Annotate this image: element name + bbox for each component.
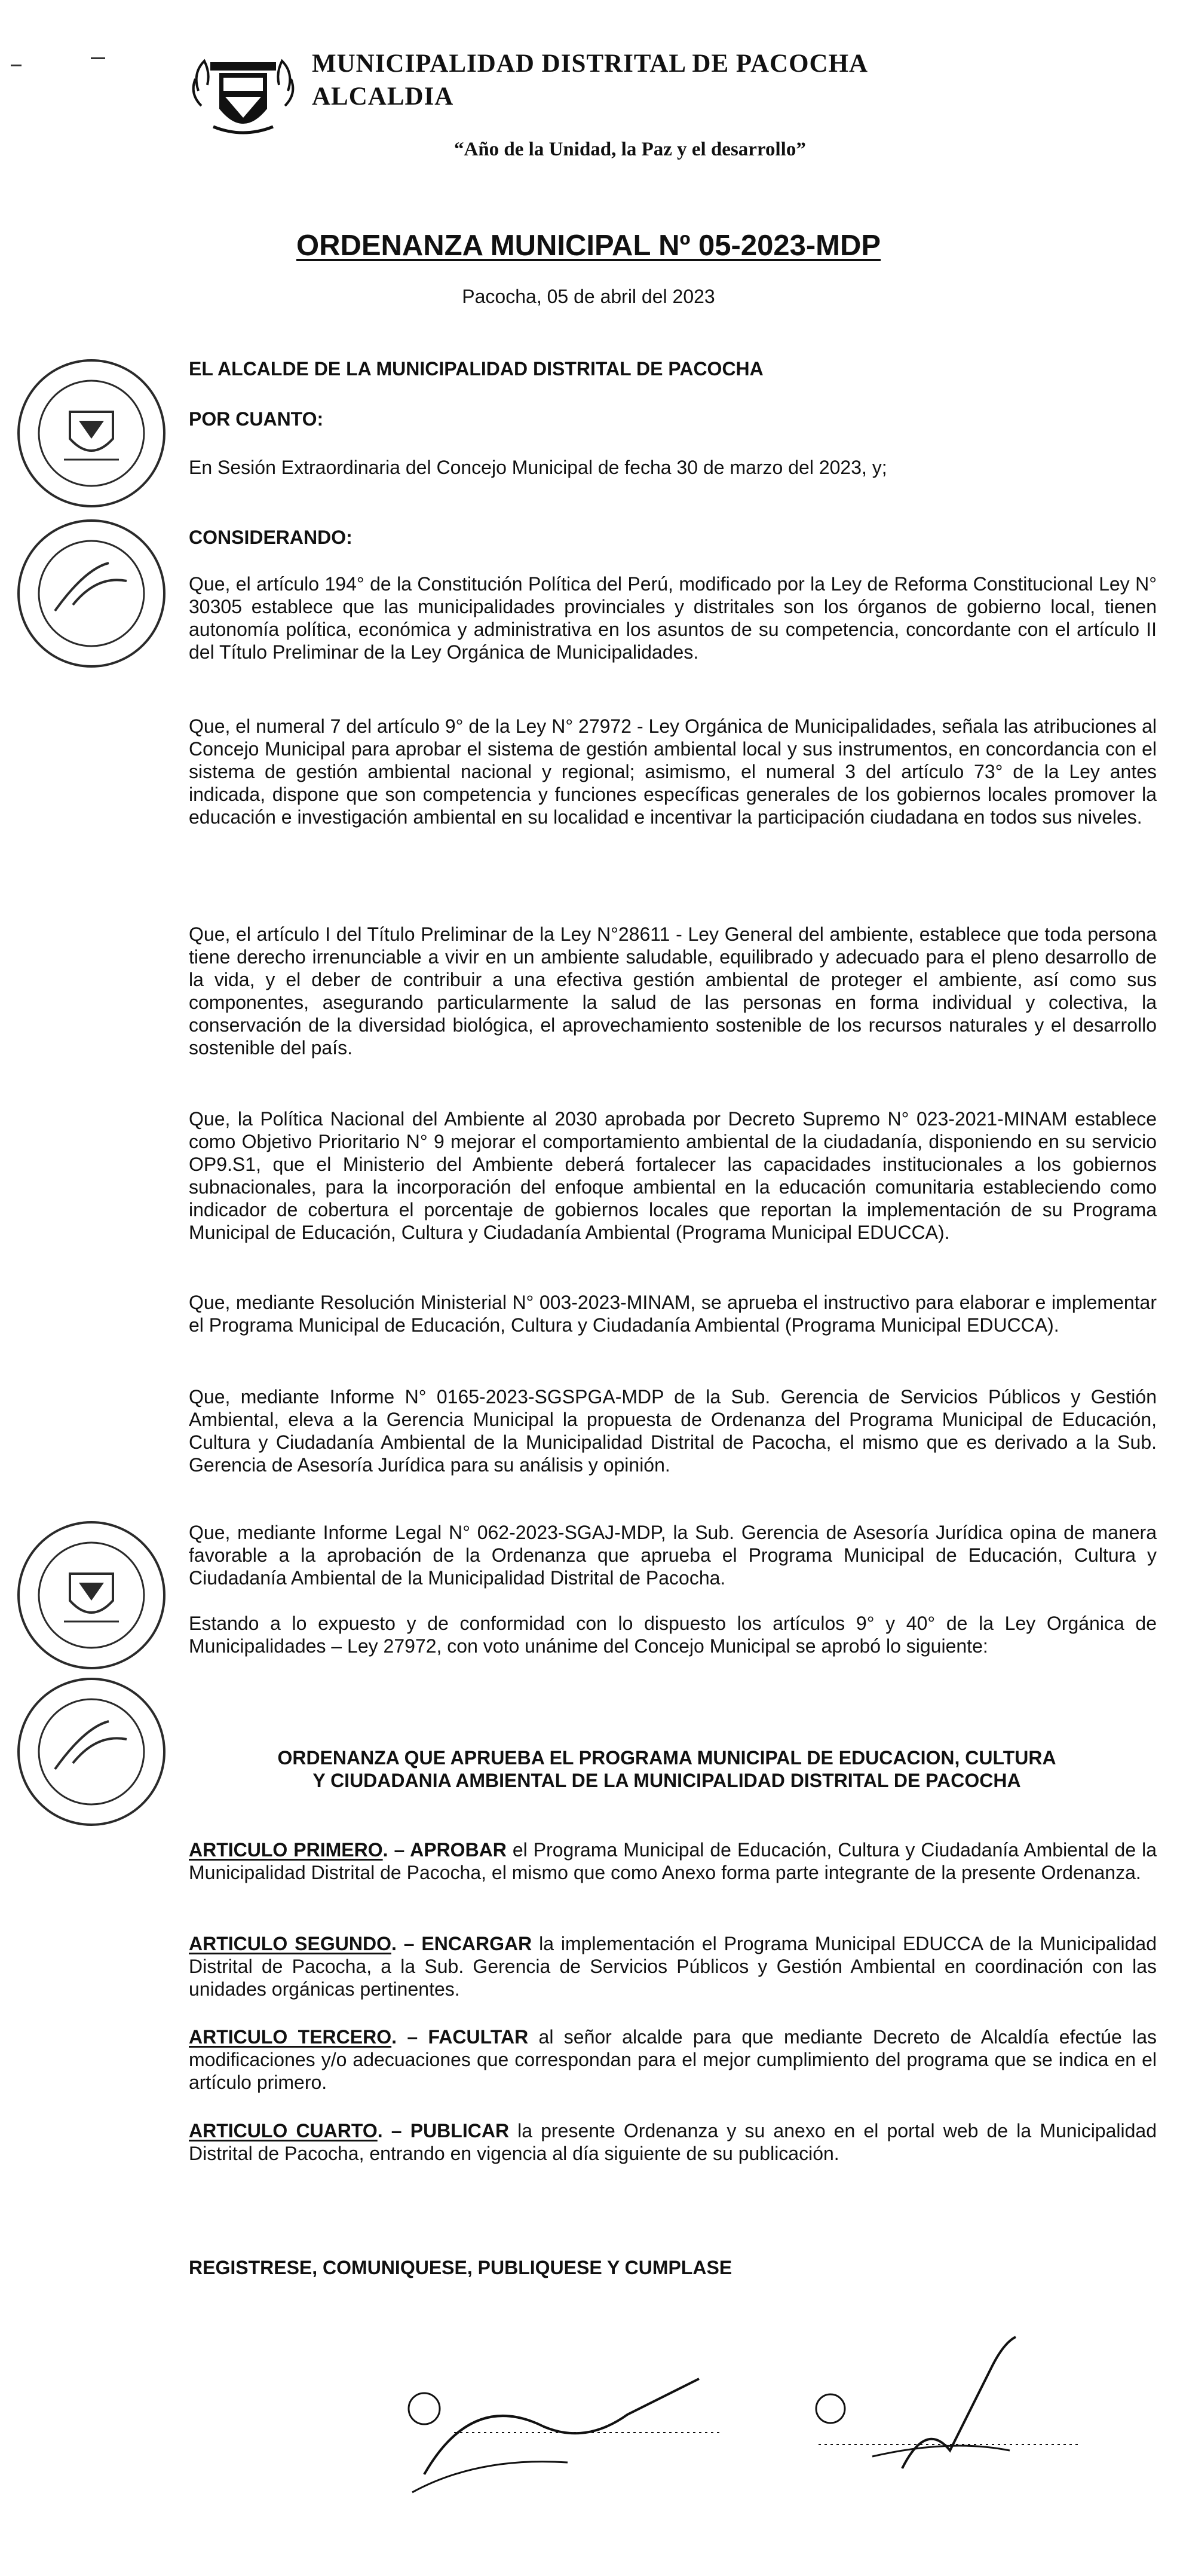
alcaldia-seal-icon — [13, 355, 170, 512]
article-third — [189, 2026, 1157, 2094]
considerando-paragraph: Que, el artículo I del Título Preliminar de la Ley N°28611 - Ley General del ambiente, establece que toda persona tiene derecho irrenunciable a vivir en un ambiente saludable, equilibrado y adecuado para el pleno desarrollo de la vida, y el deber de contribuir a una efectiva gestión ambiental de proteger el ambiente, así como sus componentes, asegurando particularmente la salud de las personas en forma individual y colectiva, la conservación de la diversidad biológica, el aprovechamiento sostenible de los recursos naturales y el desarrollo sostenible del país. — [189, 923, 1157, 1058]
article-second — [189, 1932, 1157, 2000]
article-label: ARTICULO SEGUNDO — [189, 1933, 391, 1954]
signature-alcalde-icon — [795, 2331, 1129, 2522]
institution-name: MUNICIPALIDAD DISTRITAL DE PACOCHA — [312, 50, 869, 78]
scan-mark — [11, 65, 22, 66]
article-separator: . – — [377, 2120, 410, 2141]
considerando-heading: CONSIDERANDO: — [189, 527, 353, 548]
session-line: En Sesión Extraordinaria del Concejo Municipal de fecha 30 de marzo del 2023, y; — [189, 457, 887, 478]
article-separator: . – — [382, 1839, 410, 1861]
article-text: el Programa Municipal de Educación, Cultura y Ciudadanía Ambiental de la Municipalidad Distrital de Pacocha, el mismo que como Anexo forma parte integrante de la presente Ordenanza. — [189, 1839, 1157, 1883]
article-verb: ENCARGAR — [421, 1933, 532, 1954]
considerando-paragraph: Que, el numeral 7 del artículo 9° de la Ley N° 27972 - Ley Orgánica de Municipalidades, señala las atribuciones al Concejo Municipal para aprobar el sistema de gestión ambiental local y sus instrumentos, en concordancia con el sistema de gestión ambiental nacional y regional; asimismo, el numeral 3 del artículo 73° de la Ley antes indicada, dispone que son competencia y funciones específicas generales de los gobiernos locales promover la educación e investigación ambiental en su localidad e incentivar la participación ciudadana en todos sus niveles. — [189, 715, 1157, 828]
alcaldia-seal-icon — [13, 1517, 170, 1674]
document-title — [0, 229, 1177, 262]
secretaria-seal-icon — [13, 1674, 170, 1830]
article-verb: APROBAR — [410, 1839, 507, 1861]
article-text: al señor alcalde para que mediante Decreto de Alcaldía efectúe las modificaciones y/o adecuaciones que correspondan para el mejor cumplimiento del programa que se indica en el artículo primero. — [189, 2026, 1157, 2093]
article-verb: FACULTAR — [428, 2026, 529, 2048]
considerando-paragraph: Que, mediante Resolución Ministerial N° 003-2023-MINAM, se aprueba el instructivo para elaborar e implementar el Programa Municipal de Educación, Cultura y Ciudadanía Ambiental (Programa Municipal EDUCCA). — [189, 1292, 1157, 1336]
office-name: ALCALDIA — [312, 82, 454, 111]
signature-secretaria-icon — [388, 2343, 759, 2522]
por-cuanto-heading: POR CUANTO: — [189, 408, 324, 430]
considerando-paragraph: Estando a lo expuesto y de conformidad con lo dispuesto los artículos 9° y 40° de la Ley Orgánica de Municipalidades – Ley 27972, con voto unánime del Concejo Municipal se aprobó lo siguiente: — [189, 1613, 1157, 1657]
municipal-crest-icon — [186, 49, 300, 145]
article-text: la implementación el Programa Municipal EDUCCA de la Municipalidad Distrital de Pacocha, a la Sub. Gerencia de Servicios Públicos y Gestión Ambiental en coordinación con las unidades orgánicas pertinentes. — [189, 1933, 1157, 2000]
ordinance-heading-line-2: Y CIUDADANIA AMBIENTAL DE LA MUNICIPALIDAD DISTRITAL DE PACOCHA — [312, 1770, 1021, 1791]
article-verb: PUBLICAR — [410, 2120, 510, 2141]
article-text: la presente Ordenanza y su anexo en el portal web de la Municipalidad Distrital de Pacocha, entrando en vigencia al día siguiente de su publicación. — [189, 2120, 1157, 2164]
considerando-paragraph: Que, el artículo 194° de la Constitución Política del Perú, modificado por la Ley de Reforma Constitucional Ley N° 30305 establece que las municipalidades provinciales y distritales son los órganos de gobierno local, tienen autonomía política, económica y administrativa en los asuntos de su competencia, concordante con el artículo II del Título Preliminar de la Ley Orgánica de Municipalidades. — [189, 573, 1157, 663]
year-motto: “Año de la Unidad, la Paz y el desarrollo” — [454, 139, 806, 160]
article-first — [189, 1838, 1157, 1884]
document-title-text: ORDENANZA MUNICIPAL Nº 05-2023-MDP — [296, 230, 881, 262]
article-separator: . – — [391, 1933, 422, 1954]
considerando-paragraph: Que, mediante Informe N° 0165-2023-SGSPGA-MDP de la Sub. Gerencia de Servicios Públicos y Gestión Ambiental, eleva a la Gerencia Municipal la propuesta de Ordenanza del Programa Municipal de Educación, Cultura y Ciudadanía Ambiental de la Municipalidad Distrital de Pacocha, el mismo que es derivado a la Sub. Gerencia de Asesoría Jurídica para su análisis y opinión. — [189, 1386, 1157, 1476]
ordinance-heading-line-1: ORDENANZA QUE APRUEBA EL PROGRAMA MUNICIPAL DE EDUCACION, CULTURA — [277, 1747, 1056, 1769]
article-label: ARTICULO CUARTO — [189, 2120, 378, 2141]
closing-formula: REGISTRESE, COMUNIQUESE, PUBLIQUESE Y CUMPLASE — [189, 2257, 732, 2278]
article-fourth — [189, 2119, 1157, 2165]
article-label: ARTICULO PRIMERO — [189, 1839, 383, 1861]
place-date: Pacocha, 05 de abril del 2023 — [462, 286, 715, 307]
scan-mark — [91, 57, 105, 59]
considerando-paragraph: Que, la Política Nacional del Ambiente al 2030 aprobada por Decreto Supremo N° 023-2021-MINAM establece como Objetivo Prioritario N° 9 mejorar el comportamiento ambiental de la ciudadanía, disponiendo en su servicio OP9.S1, que el Ministerio del Ambiente deberá fortalecer las capacidades institucionales a los gobiernos subnacionales, para la incorporación del enfoque ambiental en la educación comunitaria estableciendo como indicador de cobertura el porcentaje de gobiernos locales que reportan la implementación de su Programa Municipal de Educación, Cultura y Ciudadanía Ambiental (Programa Municipal EDUCCA). — [189, 1108, 1157, 1243]
secretaria-seal-icon — [13, 515, 170, 672]
authority-line: EL ALCALDE DE LA MUNICIPALIDAD DISTRITAL DE PACOCHA — [189, 358, 764, 380]
article-separator: . – — [391, 2026, 428, 2048]
article-label: ARTICULO TERCERO — [189, 2026, 392, 2048]
considerando-paragraph: Que, mediante Informe Legal N° 062-2023-SGAJ-MDP, la Sub. Gerencia de Asesoría Jurídica opina de manera favorable a la aprobación de la Ordenanza que aprueba el Programa Municipal de Educación, Cultura y Ciudadanía Ambiental de la Municipalidad Distrital de Pacocha. — [189, 1522, 1157, 1589]
